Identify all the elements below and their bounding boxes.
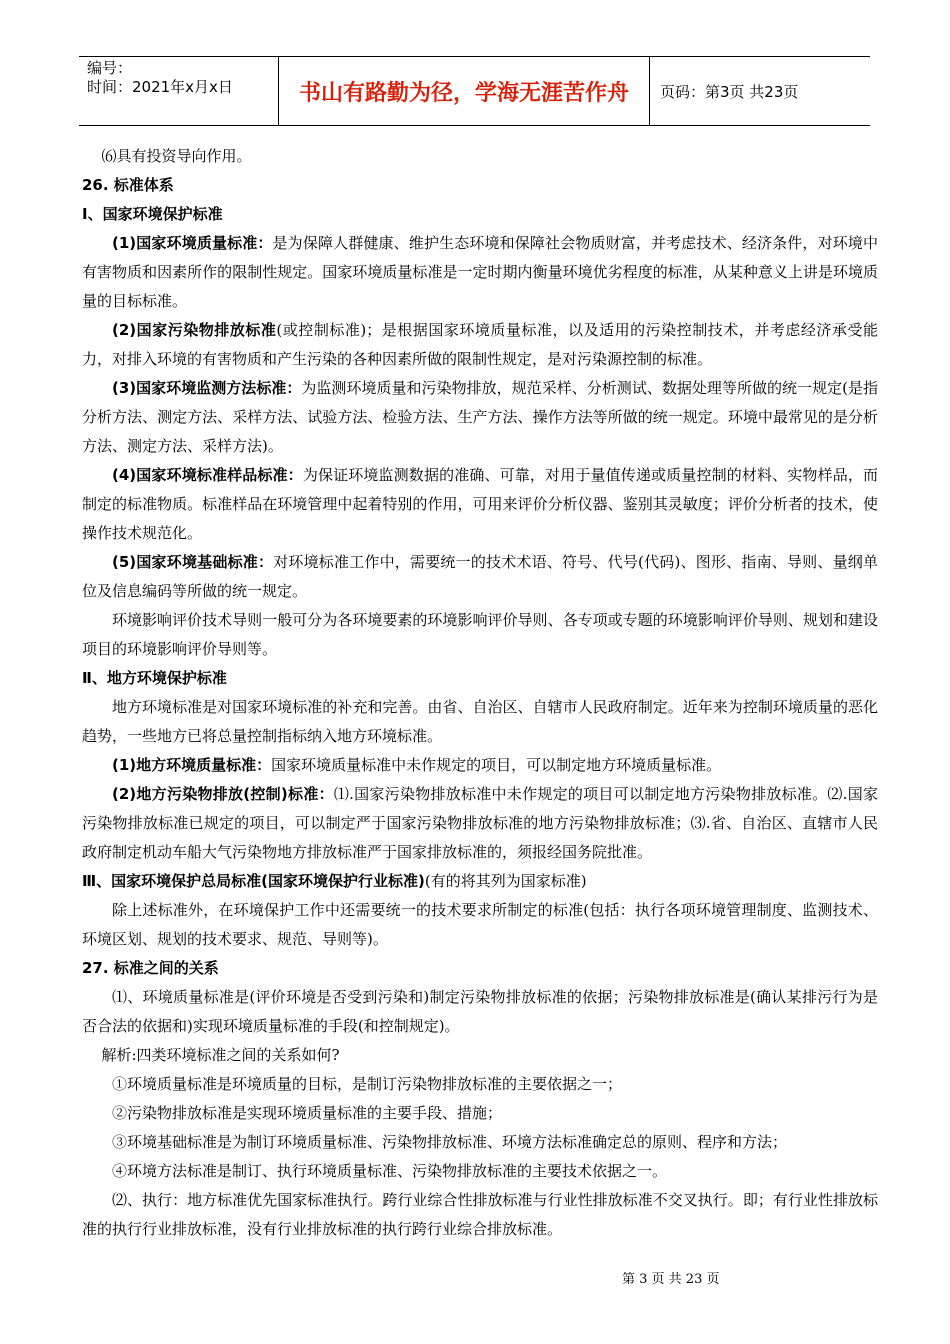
paragraph: 除上述标准外，在环境保护工作中还需要统一的技术要求所制定的标准(包括：执行各项环境管理制度、监测技术、环境区划、规划的技术要求、规范、导则等)。 [82, 901, 878, 948]
term: (4)国家环境标准样品标准： [112, 466, 303, 484]
paragraph: ⑵、执行：地方标准优先国家标准执行。跨行业综合性排放标准与行业性排放标准不交叉执行。即；有行业性排放标准的执行行业排放标准，没有行业排放标准的执行跨行业综合排放标准。 [82, 1191, 878, 1238]
list-item: ③环境基础标准是为制订环境质量标准、污染物排放标准、环境方法标准确定总的原则、程序和方法； [112, 1133, 788, 1151]
paragraph: ⑴、环境质量标准是(评价环境是否受到污染和)制定污染物排放标准的依据；污染物排放标准是(确认某排污行为是否合法的依据和)实现环境质量标准的手段(和控制规定)。 [82, 988, 878, 1035]
paragraph: 环境影响评价技术导则一般可分为各环境要素的环境影响评价导则、各专项或专题的环境影响评价导则、规划和建设项目的环境影响评价导则等。 [82, 611, 878, 658]
subsection-heading-industry [82, 867, 878, 896]
paragraph [82, 374, 878, 461]
paragraph: 地方环境标准是对国家环境标准的补充和完善。由省、自治区、自辖市人民政府制定。近年来为控制环境质量的恶化趋势，一些地方已将总量控制指标纳入地方环境标准。 [82, 698, 878, 745]
paragraph [82, 780, 878, 867]
term: (1)地方环境质量标准： [112, 756, 272, 774]
heading-note: (有的将其列为国家标准) [424, 872, 587, 890]
header-page-number: 页码：第3页 共23页 [660, 82, 799, 101]
term: (1)国家环境质量标准： [112, 234, 273, 252]
term-text: 为监测环境质量和污染物排放，规范采样、分析测试、数据处理等所做的统一规定(是指分析方法、测定方法、采样方法、试验方法、检验方法、生产方法、操作方法等所做的统一规定。环境中最常见的是分析方法、测定方法、采样方法)。 [82, 379, 878, 455]
paragraph [82, 751, 878, 780]
paragraph: 解析:四类环境标准之间的关系如何? [101, 1046, 340, 1064]
term: (2)地方污染物排放(控制)标准： [112, 785, 334, 803]
term: (5)国家环境基础标准： [112, 553, 274, 571]
paragraph [82, 229, 878, 316]
heading-text: Ⅲ、国家环境保护总局标准(国家环境保护行业标准) [82, 872, 425, 890]
list-item: ④环境方法标准是制订、执行环境质量标准、污染物排放标准的主要技术依据之一。 [112, 1162, 668, 1180]
subsection-heading-local: Ⅱ、地方环境保护标准 [82, 669, 227, 687]
paragraph: ⑹具有投资导向作用。 [101, 147, 252, 165]
list-item: ②污染物排放标准是实现环境质量标准的主要手段、措施； [112, 1104, 503, 1122]
term-text: 对环境标准工作中，需要统一的技术术语、符号、代号(代码)、图形、指南、导则、量纲单位及信息编码等所做的统一规定。 [82, 553, 878, 600]
term-text: 是为保障人群健康、维护生态环境和保障社会物质财富，并考虑技术、经济条件，对环境中有害物质和因素所作的限制性规定。国家环境质量标准是一定时期内衡量环境优劣程度的标准，从某种意义上讲是环境质量的目标标准。 [82, 234, 878, 310]
term-text: (或控制标准)；是根据国家环境质量标准，以及适用的污染控制技术，并考虑经济承受能力，对排入环境的有害物质和产生污染的各种因素所做的限制性规定，是对污染源控制的标准。 [82, 321, 878, 368]
term-text: ⑴.国家污染物排放标准中未作规定的项目可以制定地方污染物排放标准。⑵.国家污染物排放标准已规定的项目，可以制定严于国家污染物排放标准的地方污染物排放标准；⑶.省、自治区、直辖市人民政府制定机动车船大气污染物地方排放标准严于国家排放标准的，须报经国务院批准。 [82, 785, 878, 861]
term-text: 为保证环境监测数据的准确、可靠，对用于量值传递或质量控制的材料、实物样品，而制定的标准物质。标准样品在环境管理中起着特别的作用，可用来评价分析仪器、鉴别其灵敏度；评价分析者的技术，使操作技术规范化。 [82, 466, 878, 542]
paragraph [82, 316, 878, 374]
page-header [79, 56, 870, 126]
subsection-heading-national: Ⅰ、国家环境保护标准 [82, 205, 223, 223]
section-heading-27: 27. 标准之间的关系 [82, 959, 219, 977]
term: (3)国家环境监测方法标准： [112, 379, 302, 397]
document-body [82, 142, 878, 1244]
doc-time: 时间：2021年x月x日 [87, 78, 233, 96]
doc-number-label: 编号： [87, 59, 133, 77]
header-motto: 书山有路勤为径，学海无涯苦作舟 [279, 57, 650, 125]
list-item: ①环境质量标准是环境质量的目标，是制订污染物排放标准的主要依据之一； [112, 1075, 623, 1093]
term: (2)国家污染物排放标准 [112, 321, 277, 339]
paragraph [82, 461, 878, 548]
header-meta [79, 57, 279, 125]
section-heading-26: 26. 标准体系 [82, 176, 174, 194]
paragraph [82, 548, 878, 606]
term-text: 国家环境质量标准中未作规定的项目，可以制定地方环境质量标准。 [271, 756, 722, 774]
page-footer: 第 3 页 共 23 页 [622, 1272, 720, 1287]
